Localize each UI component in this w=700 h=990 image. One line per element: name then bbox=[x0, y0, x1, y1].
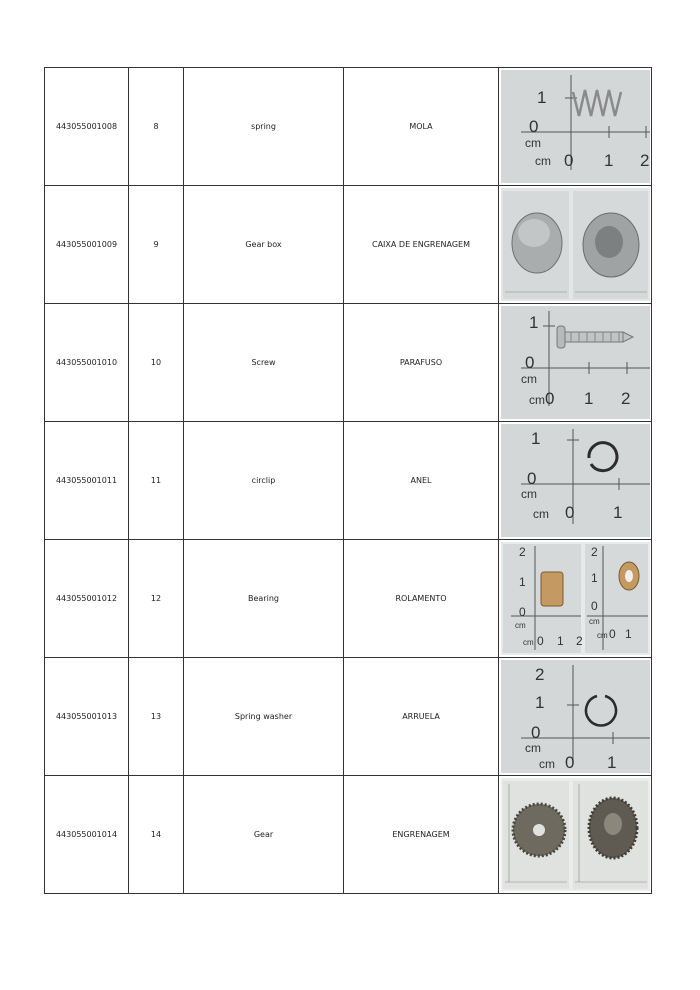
bearing-photo bbox=[501, 542, 650, 655]
table-row bbox=[45, 658, 652, 776]
ruler-unit: cm bbox=[522, 638, 534, 647]
ruler-label: 2 bbox=[575, 634, 583, 648]
ruler-label: 0 bbox=[530, 723, 540, 742]
ruler-label: 0 bbox=[526, 469, 536, 488]
spring-icon bbox=[573, 90, 621, 116]
ruler-label: 1 bbox=[624, 627, 632, 641]
part-photo-cell bbox=[499, 776, 652, 894]
spring-photo bbox=[501, 70, 650, 183]
screw-icon bbox=[557, 326, 633, 348]
part-position: 13 bbox=[129, 658, 184, 776]
ruler-label: 0 bbox=[564, 753, 574, 772]
part-name-pt: PARAFUSO bbox=[344, 304, 499, 422]
ruler-label: 1 bbox=[606, 753, 616, 772]
part-position: 10 bbox=[129, 304, 184, 422]
circlip-photo bbox=[501, 424, 650, 537]
ruler-unit: cm bbox=[538, 757, 555, 771]
ruler-label: 2 bbox=[639, 151, 649, 170]
part-photo-cell bbox=[499, 186, 652, 304]
part-photo-cell bbox=[499, 422, 652, 540]
table-row bbox=[45, 422, 652, 540]
ruler-label: 2 bbox=[620, 389, 630, 408]
part-code: 443055001008 bbox=[45, 68, 129, 186]
parts-table bbox=[44, 67, 652, 894]
ruler-unit: cm bbox=[588, 617, 600, 626]
ruler-unit: cm bbox=[532, 507, 549, 521]
part-position: 12 bbox=[129, 540, 184, 658]
part-name-en: Gear bbox=[184, 776, 344, 894]
table-row bbox=[45, 304, 652, 422]
part-photo-cell bbox=[499, 658, 652, 776]
part-position: 9 bbox=[129, 186, 184, 304]
ruler-label: 0 bbox=[563, 151, 573, 170]
ruler-unit: cm bbox=[524, 136, 541, 150]
table-row bbox=[45, 776, 652, 894]
part-name-pt: ANEL bbox=[344, 422, 499, 540]
ruler-unit: cm bbox=[520, 372, 537, 386]
part-name-en: Screw bbox=[184, 304, 344, 422]
part-position: 14 bbox=[129, 776, 184, 894]
part-photo-cell bbox=[499, 304, 652, 422]
spring-washer-icon bbox=[586, 696, 616, 725]
ruler-label: 1 bbox=[518, 575, 526, 589]
ruler-label: 2 bbox=[534, 665, 544, 684]
circlip-icon bbox=[588, 443, 616, 471]
part-code: 443055001010 bbox=[45, 304, 129, 422]
ruler-label: 0 bbox=[590, 599, 598, 613]
part-code: 443055001012 bbox=[45, 540, 129, 658]
table-row bbox=[45, 186, 652, 304]
part-name-en: spring bbox=[184, 68, 344, 186]
ruler-label: 0 bbox=[518, 605, 526, 619]
ruler-label: 1 bbox=[528, 313, 538, 332]
part-code: 443055001009 bbox=[45, 186, 129, 304]
part-name-en: Spring washer bbox=[184, 658, 344, 776]
table-row bbox=[45, 68, 652, 186]
ruler-unit: cm bbox=[524, 741, 541, 755]
ruler-label: 1 bbox=[530, 429, 540, 448]
ruler-label: 1 bbox=[612, 503, 622, 522]
spring-washer-photo bbox=[501, 660, 650, 773]
ruler-label: 1 bbox=[536, 88, 546, 107]
gear-photo bbox=[501, 778, 650, 891]
part-name-pt: ROLAMENTO bbox=[344, 540, 499, 658]
ruler-unit: cm bbox=[520, 487, 537, 501]
ruler-label: 1 bbox=[534, 693, 544, 712]
part-code: 443055001013 bbox=[45, 658, 129, 776]
table-row bbox=[45, 540, 652, 658]
part-name-en: circlip bbox=[184, 422, 344, 540]
ruler-label: 1 bbox=[603, 151, 613, 170]
gear-box-photo bbox=[501, 188, 650, 301]
ruler-label: 0 bbox=[528, 117, 538, 136]
part-position: 11 bbox=[129, 422, 184, 540]
ruler-unit: cm bbox=[514, 621, 526, 630]
part-position: 8 bbox=[129, 68, 184, 186]
ruler-unit: cm bbox=[528, 393, 545, 407]
part-name-en: Gear box bbox=[184, 186, 344, 304]
part-code: 443055001011 bbox=[45, 422, 129, 540]
part-name-pt: ENGRENAGEM bbox=[344, 776, 499, 894]
part-name-pt: CAIXA DE ENGRENAGEM bbox=[344, 186, 499, 304]
ruler-label: 1 bbox=[583, 389, 593, 408]
ruler-label: 0 bbox=[544, 389, 554, 408]
part-name-en: Bearing bbox=[184, 540, 344, 658]
part-name-pt: ARRUELA bbox=[344, 658, 499, 776]
part-photo-cell bbox=[499, 68, 652, 186]
ruler-label: 0 bbox=[524, 353, 534, 372]
part-name-pt: MOLA bbox=[344, 68, 499, 186]
part-photo-cell bbox=[499, 540, 652, 658]
part-code: 443055001014 bbox=[45, 776, 129, 894]
ruler-label: 0 bbox=[536, 634, 544, 648]
ruler-label: 1 bbox=[590, 571, 598, 585]
screw-photo bbox=[501, 306, 650, 419]
ruler-label: 2 bbox=[590, 545, 598, 559]
ruler-unit: cm bbox=[534, 154, 551, 168]
ruler-label: 2 bbox=[518, 545, 526, 559]
ruler-unit: cm bbox=[596, 631, 608, 640]
ruler-label: 1 bbox=[556, 634, 564, 648]
ruler-label: 0 bbox=[564, 503, 574, 522]
ruler-label: 0 bbox=[608, 627, 616, 641]
